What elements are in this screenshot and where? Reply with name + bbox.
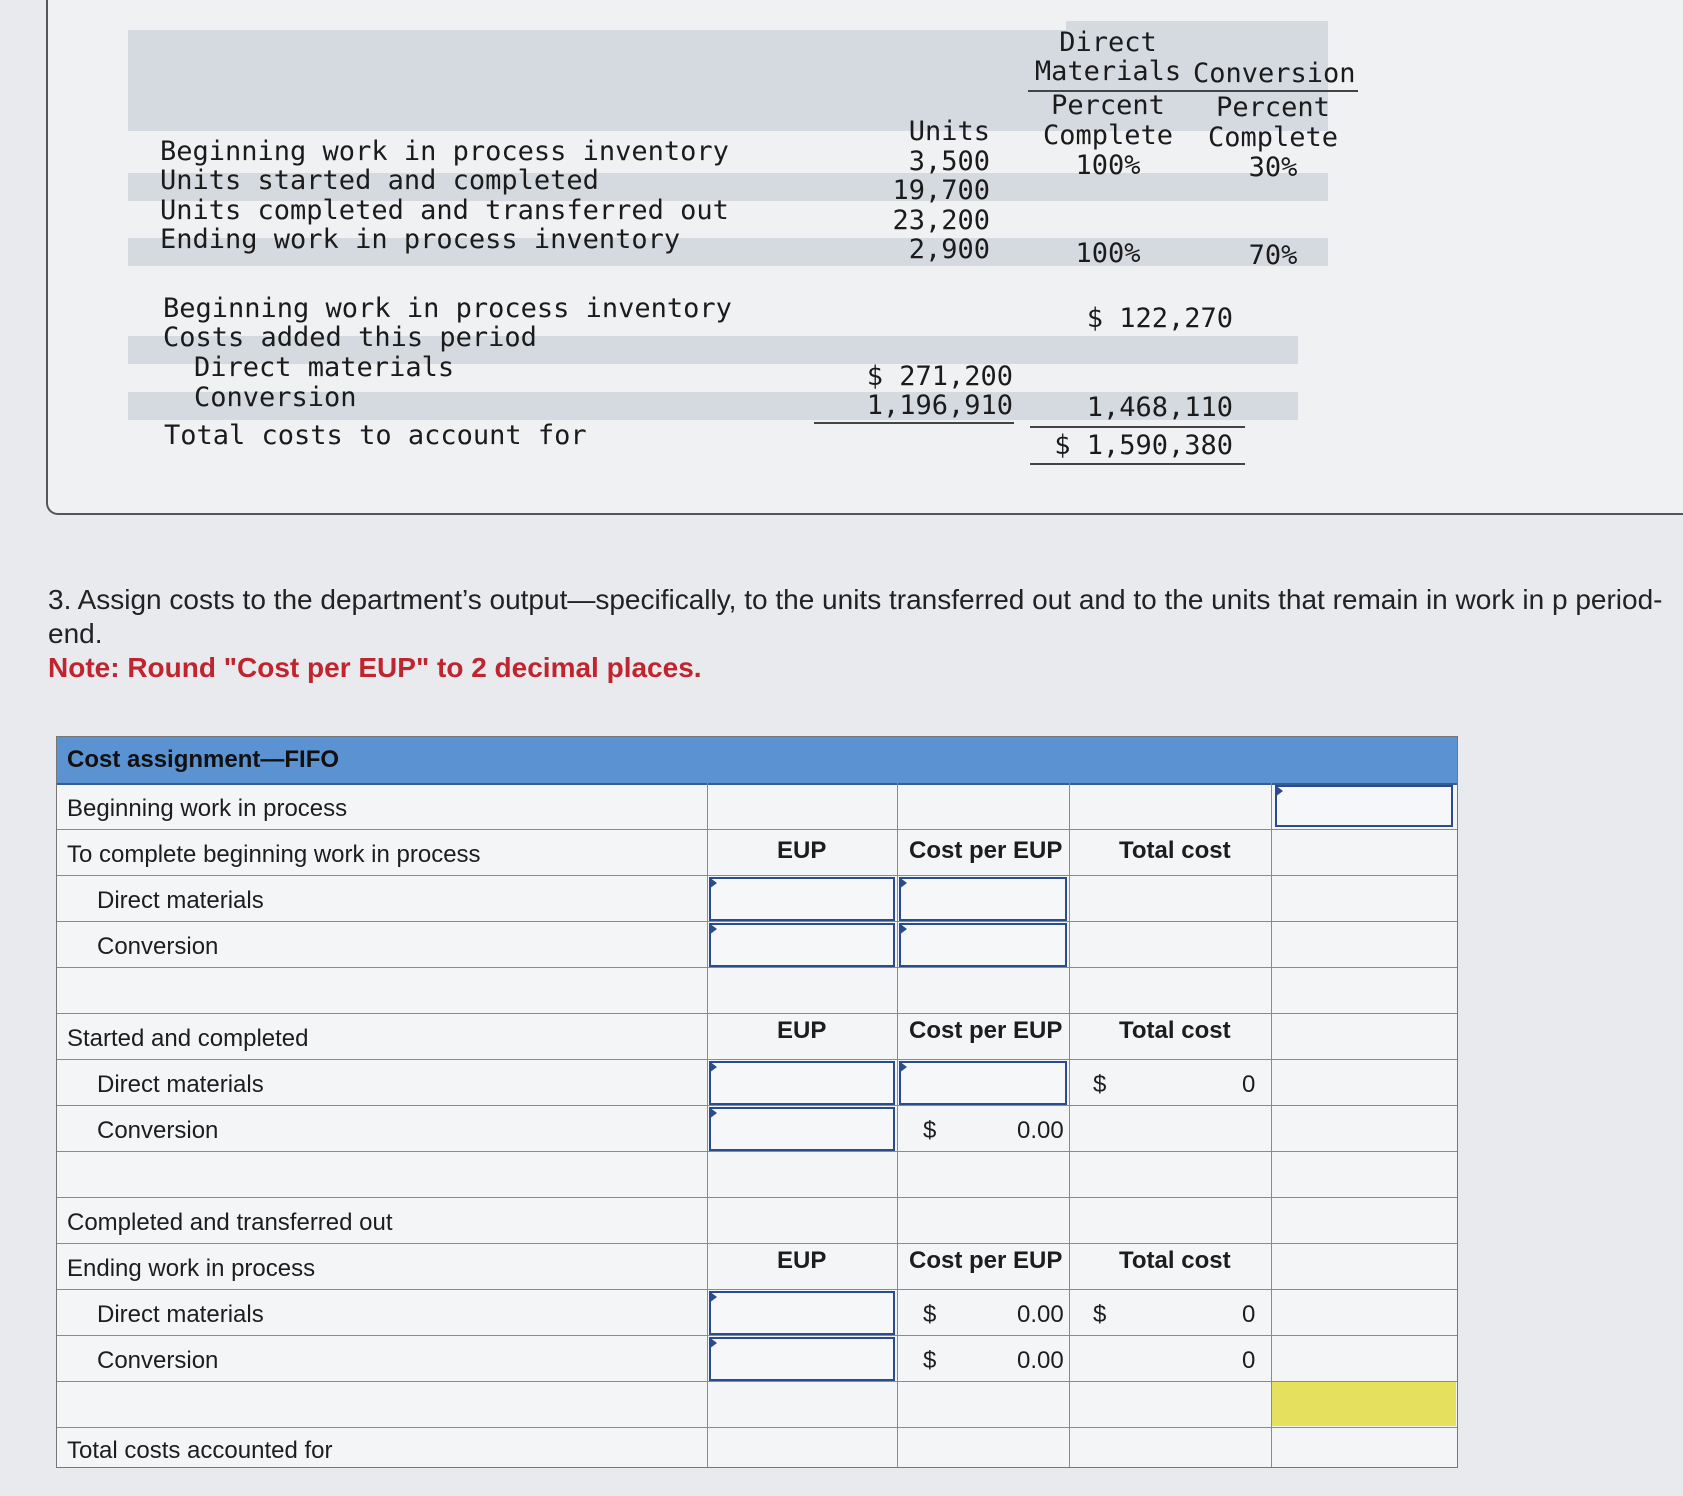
- cost-added-label: Costs added this period: [163, 322, 537, 353]
- row-divider: [57, 1243, 1457, 1244]
- row-divider: [57, 875, 1457, 876]
- row-dm-percent: 100%: [1075, 150, 1141, 181]
- row-divider: [57, 1381, 1457, 1382]
- cost-conv-amount: 1,196,910: [866, 390, 1013, 421]
- cost-beginning-total: $ 122,270: [1086, 303, 1233, 334]
- sc-dm-cost-per-eup-input[interactable]: [899, 1061, 1067, 1105]
- dm-header-line4: Complete: [1042, 120, 1174, 151]
- total-cost-header: Total cost: [1119, 837, 1231, 864]
- column-divider: [897, 783, 898, 1467]
- units-header: Units: [908, 116, 990, 147]
- sc-conv-cost-per-eup: 0.00: [1017, 1117, 1064, 1144]
- row-divider: [57, 829, 1457, 830]
- currency-symbol: $: [923, 1347, 937, 1374]
- row-dm-percent: 100%: [1075, 238, 1141, 269]
- row-units: 19,700: [892, 175, 990, 206]
- ewip-conv-total-cost: 0: [1242, 1347, 1256, 1374]
- conversion-label: Conversion: [97, 1117, 219, 1144]
- beginning-wip-cost-input[interactable]: [1275, 785, 1453, 827]
- bwip-dm-eup-input[interactable]: [709, 877, 895, 921]
- bwip-dm-cost-per-eup-input[interactable]: [899, 877, 1067, 921]
- cost-dm-amount: $ 271,200: [866, 361, 1013, 392]
- currency-symbol: $: [1093, 1071, 1107, 1098]
- row-divider: [57, 1059, 1457, 1060]
- cost-per-eup-header: Cost per EUP: [909, 1247, 1063, 1274]
- conversion-label: Conversion: [97, 933, 219, 960]
- row-divider: [57, 921, 1457, 922]
- subtotal-underline: [814, 422, 1014, 424]
- row-divider: [57, 1105, 1457, 1106]
- row-divider: [57, 1289, 1457, 1290]
- column-divider: [1069, 783, 1070, 1467]
- question-text: 3. Assign costs to the department’s output—specifically, to the units transferred out and to the units that remain in work in p period-end.: [48, 584, 1663, 649]
- row-label: Units started and completed: [160, 165, 599, 196]
- currency-symbol: $: [923, 1301, 937, 1328]
- conv-header-line2: Percent: [1216, 92, 1330, 123]
- ending-wip-label: Ending work in process: [67, 1255, 316, 1282]
- row-divider: [57, 1151, 1457, 1152]
- eup-header: EUP: [777, 1247, 827, 1274]
- cost-total-label: Total costs to account for: [164, 420, 587, 451]
- total-accounted-label: Total costs accounted for: [67, 1437, 333, 1464]
- sc-conv-eup-input[interactable]: [709, 1107, 895, 1151]
- cost-conv-label: Conversion: [194, 382, 357, 413]
- ewip-conv-eup-input[interactable]: [709, 1337, 895, 1381]
- total-cost-header: Total cost: [1119, 1247, 1231, 1274]
- conv-header-line3: Complete: [1207, 122, 1339, 153]
- currency-symbol: $: [923, 1117, 937, 1144]
- bwip-conv-eup-input[interactable]: [709, 923, 895, 967]
- sc-dm-total-cost: 0: [1242, 1071, 1256, 1098]
- table-title: Cost assignment—FIFO: [67, 746, 340, 773]
- row-units: 3,500: [908, 146, 990, 177]
- conversion-label: Conversion: [97, 1347, 219, 1374]
- row-divider: [57, 1335, 1457, 1336]
- total-cost-header: Total cost: [1119, 1017, 1231, 1044]
- total-ending-wip-cell: [1272, 1382, 1456, 1426]
- dm-header-line1: Direct: [1059, 27, 1157, 58]
- row-label: Ending work in process inventory: [160, 224, 681, 255]
- dm-label: Direct materials: [97, 1071, 264, 1098]
- row-units: 23,200: [892, 205, 990, 236]
- rounding-note: Note: Round "Cost per EUP" to 2 decimal places.: [48, 652, 702, 683]
- cost-added-total: 1,468,110: [1086, 392, 1233, 423]
- row-label: Units completed and transferred out: [160, 195, 729, 226]
- ewip-conv-cost-per-eup: 0.00: [1017, 1347, 1064, 1374]
- row-divider: [57, 1427, 1457, 1428]
- started-completed-label: Started and completed: [67, 1025, 309, 1052]
- eup-header: EUP: [777, 1017, 827, 1044]
- beginning-wip-label: Beginning work in process: [67, 795, 348, 822]
- cost-assignment-table: [56, 736, 1458, 1468]
- table-header: [57, 737, 1457, 785]
- dm-header-line2: Materials: [1034, 56, 1182, 87]
- conv-header-line1: Conversion: [1193, 58, 1356, 89]
- total-underline: [1030, 463, 1245, 465]
- row-divider: [57, 967, 1457, 968]
- cost-total-amount: $ 1,590,380: [1054, 430, 1233, 461]
- cost-beginning-label: Beginning work in process inventory: [163, 293, 732, 324]
- currency-symbol: $: [1093, 1301, 1107, 1328]
- subtotal-underline: [1030, 426, 1245, 428]
- column-divider: [707, 783, 708, 1467]
- dm-label: Direct materials: [97, 1301, 264, 1328]
- ewip-dm-total-cost: 0: [1242, 1301, 1256, 1328]
- sc-dm-eup-input[interactable]: [709, 1061, 895, 1105]
- bwip-conv-cost-per-eup-input[interactable]: [899, 923, 1067, 967]
- cost-per-eup-header: Cost per EUP: [909, 1017, 1063, 1044]
- row-units: 2,900: [908, 234, 990, 265]
- dm-header-line3: Percent: [1051, 90, 1165, 121]
- column-divider: [1271, 783, 1272, 1467]
- cost-dm-label: Direct materials: [194, 352, 455, 383]
- row-conv-percent: 30%: [1248, 152, 1298, 183]
- process-data-panel: [46, 0, 1683, 515]
- to-complete-label: To complete beginning work in process: [67, 841, 481, 868]
- completed-transferred-label: Completed and transferred out: [67, 1209, 393, 1236]
- row-divider: [57, 1013, 1457, 1014]
- row-conv-percent: 70%: [1248, 240, 1298, 271]
- ewip-dm-eup-input[interactable]: [709, 1291, 895, 1335]
- eup-header: EUP: [777, 837, 827, 864]
- cost-per-eup-header: Cost per EUP: [909, 837, 1063, 864]
- row-label: Beginning work in process inventory: [160, 136, 729, 167]
- ewip-dm-cost-per-eup: 0.00: [1017, 1301, 1064, 1328]
- dm-label: Direct materials: [97, 887, 264, 914]
- row-divider: [57, 1197, 1457, 1198]
